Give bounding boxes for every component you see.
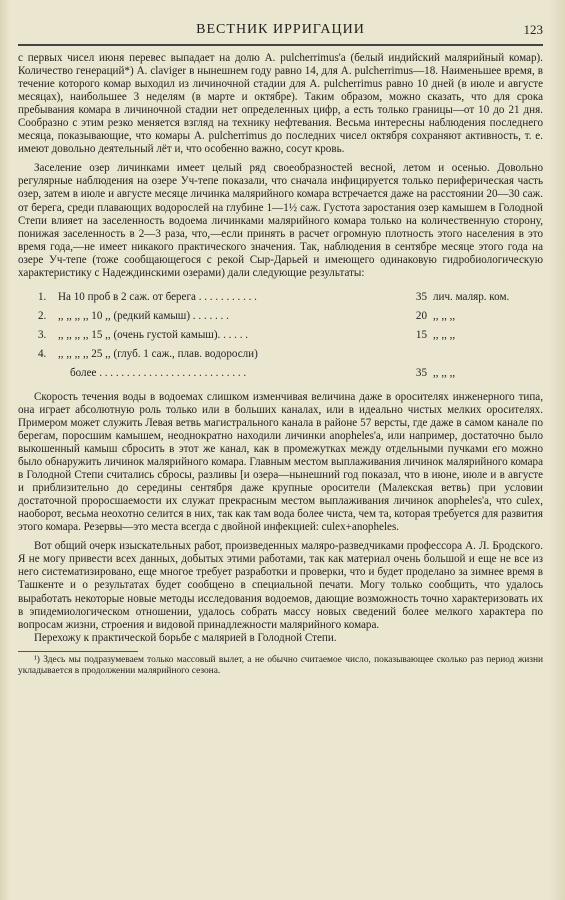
running-header: [18, 18, 543, 46]
result-value: 15: [415, 328, 427, 341]
paragraph: Перехожу к практической борьбе с малярией в Голодной Степи.: [34, 631, 337, 644]
page-number: 123: [523, 22, 543, 37]
paragraph: Вот общий очерк изыскательных работ, произведенных маляро-разведчиками профессора А. Л. Бродского. Я не могу привести всех данных, добытых этими работами, так как материал очень большой и еще не все из него систематизировано, еще многое требует разработки и проверки, что и будет проделано за зимнее время в Ташкенте и о результатах будет сообщено в специальной печати. Могу только сообщить, что удалось выработать некоторые новые методы исследования водоемов, дающие возможность точно характеризовать их в эпидемиологическом отношении, удалось собрать массу новых сведений более мелкого характера по вопросам жизни, строения и видовой принадлежности малярийного комара.: [18, 540, 543, 631]
result-row: [18, 345, 543, 364]
journal-title: ВЕСТНИК ИРРИГАЦИИ: [196, 22, 365, 37]
result-value: 35: [415, 366, 427, 379]
paragraph: Заселение озер личинками имеет целый ряд своеобразностей весной, летом и осенью. Довольно регулярные наблюдения на озере Уч-тепе показали, что сначала инфицируется только периферическая часть озер, затем в июле и августе месяце личинка малярийного комара встречается даже на расстоянии 20—30 саж. от берега, среди плавающих водорослей на глубине 1—1½ саж. Густота заростания озер камышем в Голодной Степи влияет на заселенность водоема личинками малярийного комара только на количественную сторону, понижая заселенность в 2—3 раза, что,—если принять в расчет огромную плотность этого населения в это время года,—не имеет никакого практического значения. Так, наблюдения в сентябре месяце этого года на озере Уч-тепе (тоже сообщающегося с рекой Сыр-Дарьей и имеющего одинаковую гидробиологическую характеристику с Надеждинскими озерами) дали следующие результаты:: [18, 162, 543, 279]
result-text: ,, ,, ,, ,, 25 ,, (глуб. 1 саж., плав. водоросли): [58, 347, 258, 360]
result-value: 35: [415, 290, 427, 303]
result-number: 4.: [38, 347, 47, 360]
footnote-divider: [18, 651, 138, 652]
article-body: [18, 52, 543, 677]
result-text-continuation: более . . . . . . . . . . . . . . . . . . . . . . . . . . .: [70, 366, 247, 379]
result-unit: ,, ,, ,,: [433, 366, 456, 379]
result-number: 2.: [38, 309, 47, 322]
results-list: [18, 288, 543, 383]
footnote: ¹) Здесь мы подразумеваем только массовый вылет, а не обычно считаемое число, показывающее сколько раз период жизни укладывается в продолжении малярийного сезона.: [18, 654, 543, 676]
result-row: [18, 288, 543, 307]
result-number: 3.: [38, 328, 47, 341]
paragraph: с первых чисел июня перевес выпадает на долю A. pulcherrimus'а (белый индийский малярийный комар). Количество генераций*) A. claviger в нынешнем году равно 14, для A. pulcherrimus—18. Наименьшее время, в течение которого комар выходил из личиночной стадии для A. pulcherrimus равно 10 дней (в июле и августе месяцах), наибольшее 3 неделям (в марте и октябре). Таким образом, можно сказать, что для срока пребывания комара в личиночной стадии нет определенных цифр, а есть только границы—от 10 до 21 дня. Сообразно с этим резко меняется взгляд на технику нефтевания. Весьма интересны наблюдения последнего месяца, показывающие, что комары A. pulcherrimus до последних чисел октября сохраняют активность, т. е. имеют довольно деятельный лёт и, что особенно важно, сосут кровь.: [18, 52, 543, 156]
result-unit: ,, ,, ,,: [433, 309, 456, 322]
result-unit: ,, ,, ,,: [433, 328, 456, 341]
result-text: На 10 проб в 2 саж. от берега . . . . . . . . . . .: [58, 290, 257, 303]
result-value: 20: [415, 309, 427, 322]
result-row-continuation: [18, 364, 543, 383]
result-row: [18, 326, 543, 345]
paragraph: Скорость течения воды в водоемах слишком изменчивая величина даже в оросителях инженерного типа, она играет абсолютную роль только или в больших каналах, или в идеально чистых мелких оросителях. Примером может служить Левая ветвь магистрального канала в районе 57 версты, где даже в самом канале по берегам, поросшим камышем, неоднократно находили личинки anopheles'а, или например, достаточно было выкошенный камыш сбросить в этот же канал, как в промежутках между отдельными пучками его можно было обнаружить личинок малярийного комара. Главным местом выплаживания личинок малярийного комара в Голодной Степи считались сбросы, разливы [и озера—нынешний год показал, что в июне, июле и в августе и приблизительно до середины сентября даже крупные оросители (Малекская ветвь) при условии достаточной проросшаемости их служат прекрасным местом выплаживания личинок anopheles'а, что culex, наоборот, весьма неохотно селится в них, так как там вода более чиста, чем та, которая требуется для развития этого комара. Резервы—это места всегда с двойной инфекцией: culex+anopheles.: [18, 390, 543, 534]
result-text: ,, ,, ,, ,, 15 ,, (очень густой камыш). . . . . .: [58, 328, 249, 341]
result-number: 1.: [38, 290, 47, 303]
result-text: ,, ,, ,, ,, 10 ,, (редкий камыш) . . . . . . .: [58, 309, 229, 322]
result-row: [18, 307, 543, 326]
result-unit: лич. маляр. ком.: [433, 290, 510, 303]
